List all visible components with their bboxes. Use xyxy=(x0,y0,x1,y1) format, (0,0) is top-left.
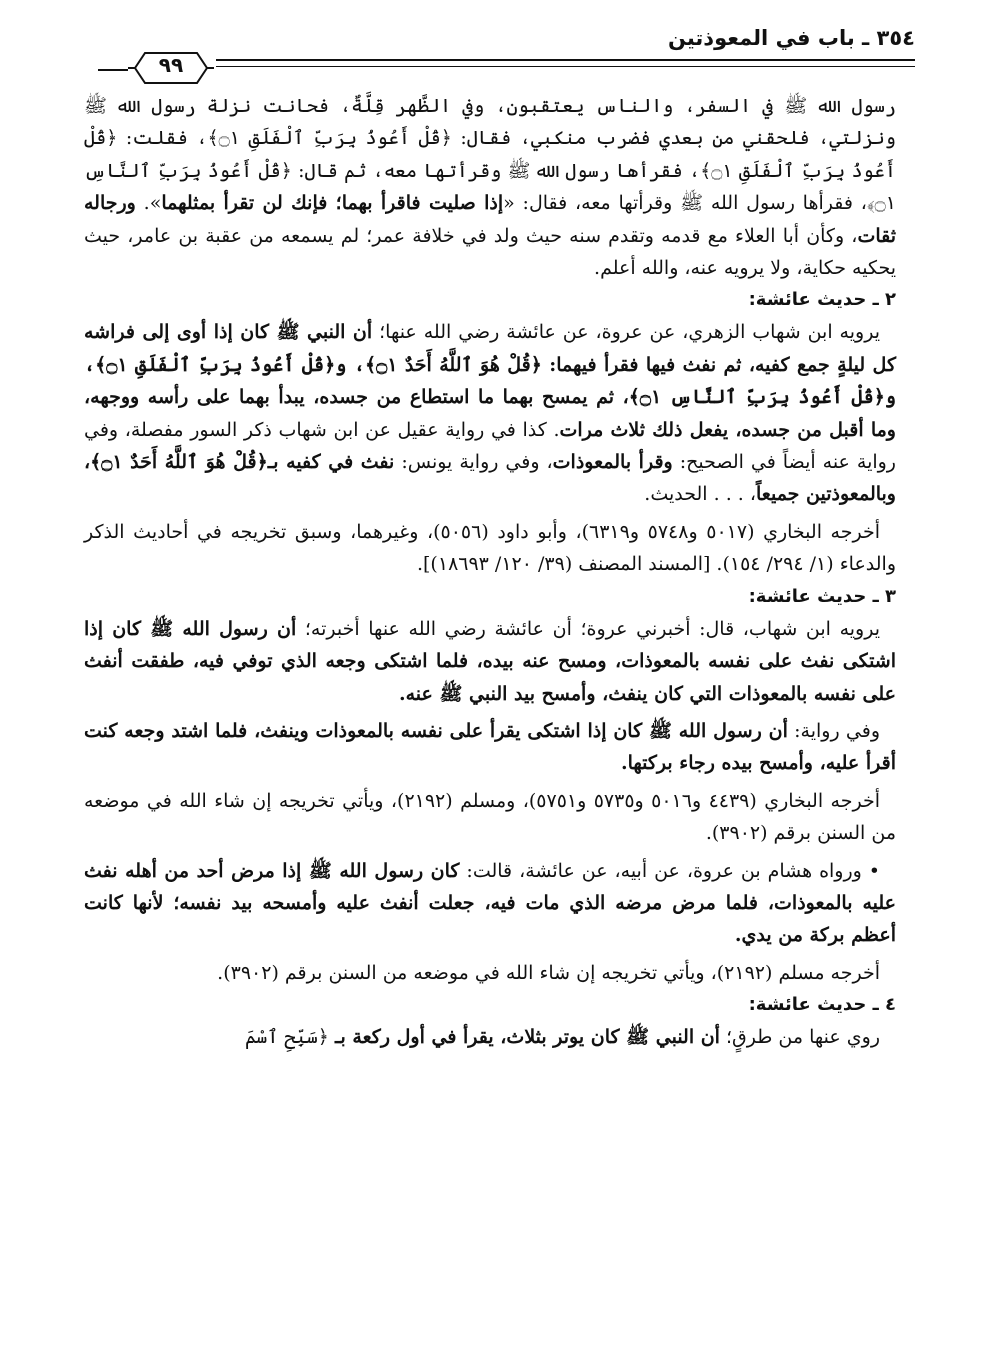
header-rule-thick xyxy=(216,59,915,61)
text-run: أخرجه البخاري (٥٠١٧ و٥٧٤٨ و٦٣١٩)، وأبو داود (٥٠٥٦)، وغيرهما، وسبق تخريجه في أحاديث الذكر والدعاء (١/ ٢٩٤/ ١٥٤). [المسند المصنف (٣٩/ ١٢٠/ ١٨٦٩٣)]. xyxy=(84,520,896,576)
text-run: ، وكأن أبا العلاء مع قدمه وتقدم سنه حيث ولد في خلافة عمر؛ لم يسمعه من عقبة بن عامر، حيث يحكيه حكاية، ولا يرويه عنه، والله أعلم. xyxy=(84,224,896,280)
page-body xyxy=(84,90,896,1054)
text-run: • ورواه هشام بن عروة، عن أبيه، عن عائشة، قالت: xyxy=(459,859,881,882)
page-number-badge xyxy=(125,48,217,88)
text-run: رسول الله ﷺ في السفر، والناس يعتقبون، وفي الظَّهر قِلَّةٌ، فحانت نزلة رسول الله ﷺ ونزلتي، فلحقني من بعدي فضرب منكبي، فقال: ﴿قُلْ أَعُوذُ بِرَبِّ ٱلْفَلَقِ ۝١﴾، فقلت: ﴿قُلْ أَعُوذُ بِرَبِّ ٱلْفَلَقِ ۝١﴾، فقرأها رسول الله ﷺ وقرأتها معه، ثم قال: ﴿قُلْ أَعُوذُ بِرَبِّ ٱلنَّاسِ ۝١﴾، فقرأها رسول الله ﷺ وقرأتها معه، فقال: « xyxy=(84,95,896,215)
text-run: وفي رواية: xyxy=(787,719,880,742)
paragraph xyxy=(84,957,896,989)
paragraph xyxy=(84,855,896,952)
text-run: يرويه ابن شهاب، قال: أخبرني عروة؛ أن عائشة رضي الله عنها أخبرته؛ xyxy=(296,617,880,640)
bold-text-run: أن النبي ﷺ كان يوتر بثلاث، يقرأ في أول ركعة بـ xyxy=(334,1026,720,1049)
text-run: ، وفي رواية يونس: xyxy=(394,451,553,474)
text-run: روي عنها من طرقٍ؛ xyxy=(719,1026,880,1049)
section-heading: ٤ ـ حديث عائشة: xyxy=(748,994,896,1016)
text-run: يرويه ابن شهاب الزهري، عن عروة، عن عائشة رضي الله عنها؛ xyxy=(372,321,880,344)
section-heading: ٣ ـ حديث عائشة: xyxy=(748,585,896,607)
paragraph xyxy=(84,613,896,710)
header-rule-thin xyxy=(216,66,915,67)
text-run: أخرجه مسلم (٢١٩٢)، ويأتي تخريجه إن شاء الله في موضعه من السنن برقم (٣٩٠٢). xyxy=(217,961,880,984)
bold-text-run: إذا صليت فاقرأ بهما؛ فإنك لن تقرأ بمثلهما xyxy=(161,192,504,215)
paragraph xyxy=(84,90,896,284)
text-run: أخرجه البخاري (٤٤٣٩ و٥٠١٦ و٥٧٣٥ و٥٧٥١)، ومسلم (٢١٩٢)، ويأتي تخريجه إن شاء الله في موضعه من السنن برقم (٣٩٠٢). xyxy=(84,789,896,845)
bold-text-run: أن رسول الله ﷺ كان إذا اشتكى يقرأ على نفسه بالمعوذات وينفث، فلما اشتد وجعه كنت أقرأ عليه، وأمسح بيده رجاء بركتها. xyxy=(84,719,896,775)
header-rule-left xyxy=(98,69,128,71)
bold-text-run: كان رسول الله ﷺ إذا مرض أحد من أهله نفث عليه بالمعوذات، فلما مرض مرضه الذي مات فيه، جعلت أنفث عليه وأمسحه بيد نفسه؛ لأنها كانت أعظم بركة من يدي. xyxy=(84,859,896,947)
section-heading: ٢ ـ حديث عائشة: xyxy=(748,289,896,311)
bold-text-run: نفث في كفيه بـ﴿قُلْ هُوَ ٱللَّهُ أَحَدٌ ۝١﴾، وبالمعوذتين جميعاً xyxy=(84,451,896,506)
paragraph xyxy=(84,516,896,581)
bold-text-run: وقرأ بالمعوذات xyxy=(552,451,673,474)
bold-text-run: ورجاله ثقات xyxy=(84,192,897,247)
text-run: . كذا في رواية عقيل عن ابن شهاب ذكر السور مفصلة، وفي رواية عنه أيضاً في الصحيح: xyxy=(84,418,896,474)
paragraph xyxy=(84,316,896,510)
paragraph xyxy=(84,1021,896,1053)
page-header-title: ٣٥٤ ـ باب في المعوذتين xyxy=(667,26,915,50)
paragraph xyxy=(84,715,896,780)
bold-text-run: أن رسول الله ﷺ كان إذا اشتكى نفث على نفسه بالمعوذات، ومسح عنه بيده، فلما اشتكى وجعه الذي توفي فيه، طفقت أنفث على نفسه بالمعوذات التي كان ينفث، وأمسح بيد النبي ﷺ عنه. xyxy=(84,617,896,705)
paragraph xyxy=(84,785,896,850)
text-run: ، . . . الحديث. xyxy=(644,483,756,506)
bold-text-run: أن النبي ﷺ كان إذا أوى إلى فراشه كل ليلةٍ جمع كفيه، ثم نفث فيها فقرأ فيهما: ﴿قُلْ هُوَ ٱللَّهُ أَحَدٌ ۝١﴾، و﴿قُلْ أَعُوذُ بِرَبِّ ٱلْفَلَقِ ۝١﴾، و﴿قُلْ أَعُوذُ بِرَبِّ ٱلنَّاسِ ۝١﴾، ثم يمسح بهما ما استطاع من جسده، يبدأ بهما على رأسه ووجهه، وما أقبل من جسده، يفعل ذلك ثلاث مرات xyxy=(84,321,896,441)
text-run: ». xyxy=(135,192,162,215)
text-run: ﴿سَبِّحِ ٱسْمَ xyxy=(244,1026,335,1049)
page-number: ٩٩ xyxy=(158,53,184,77)
